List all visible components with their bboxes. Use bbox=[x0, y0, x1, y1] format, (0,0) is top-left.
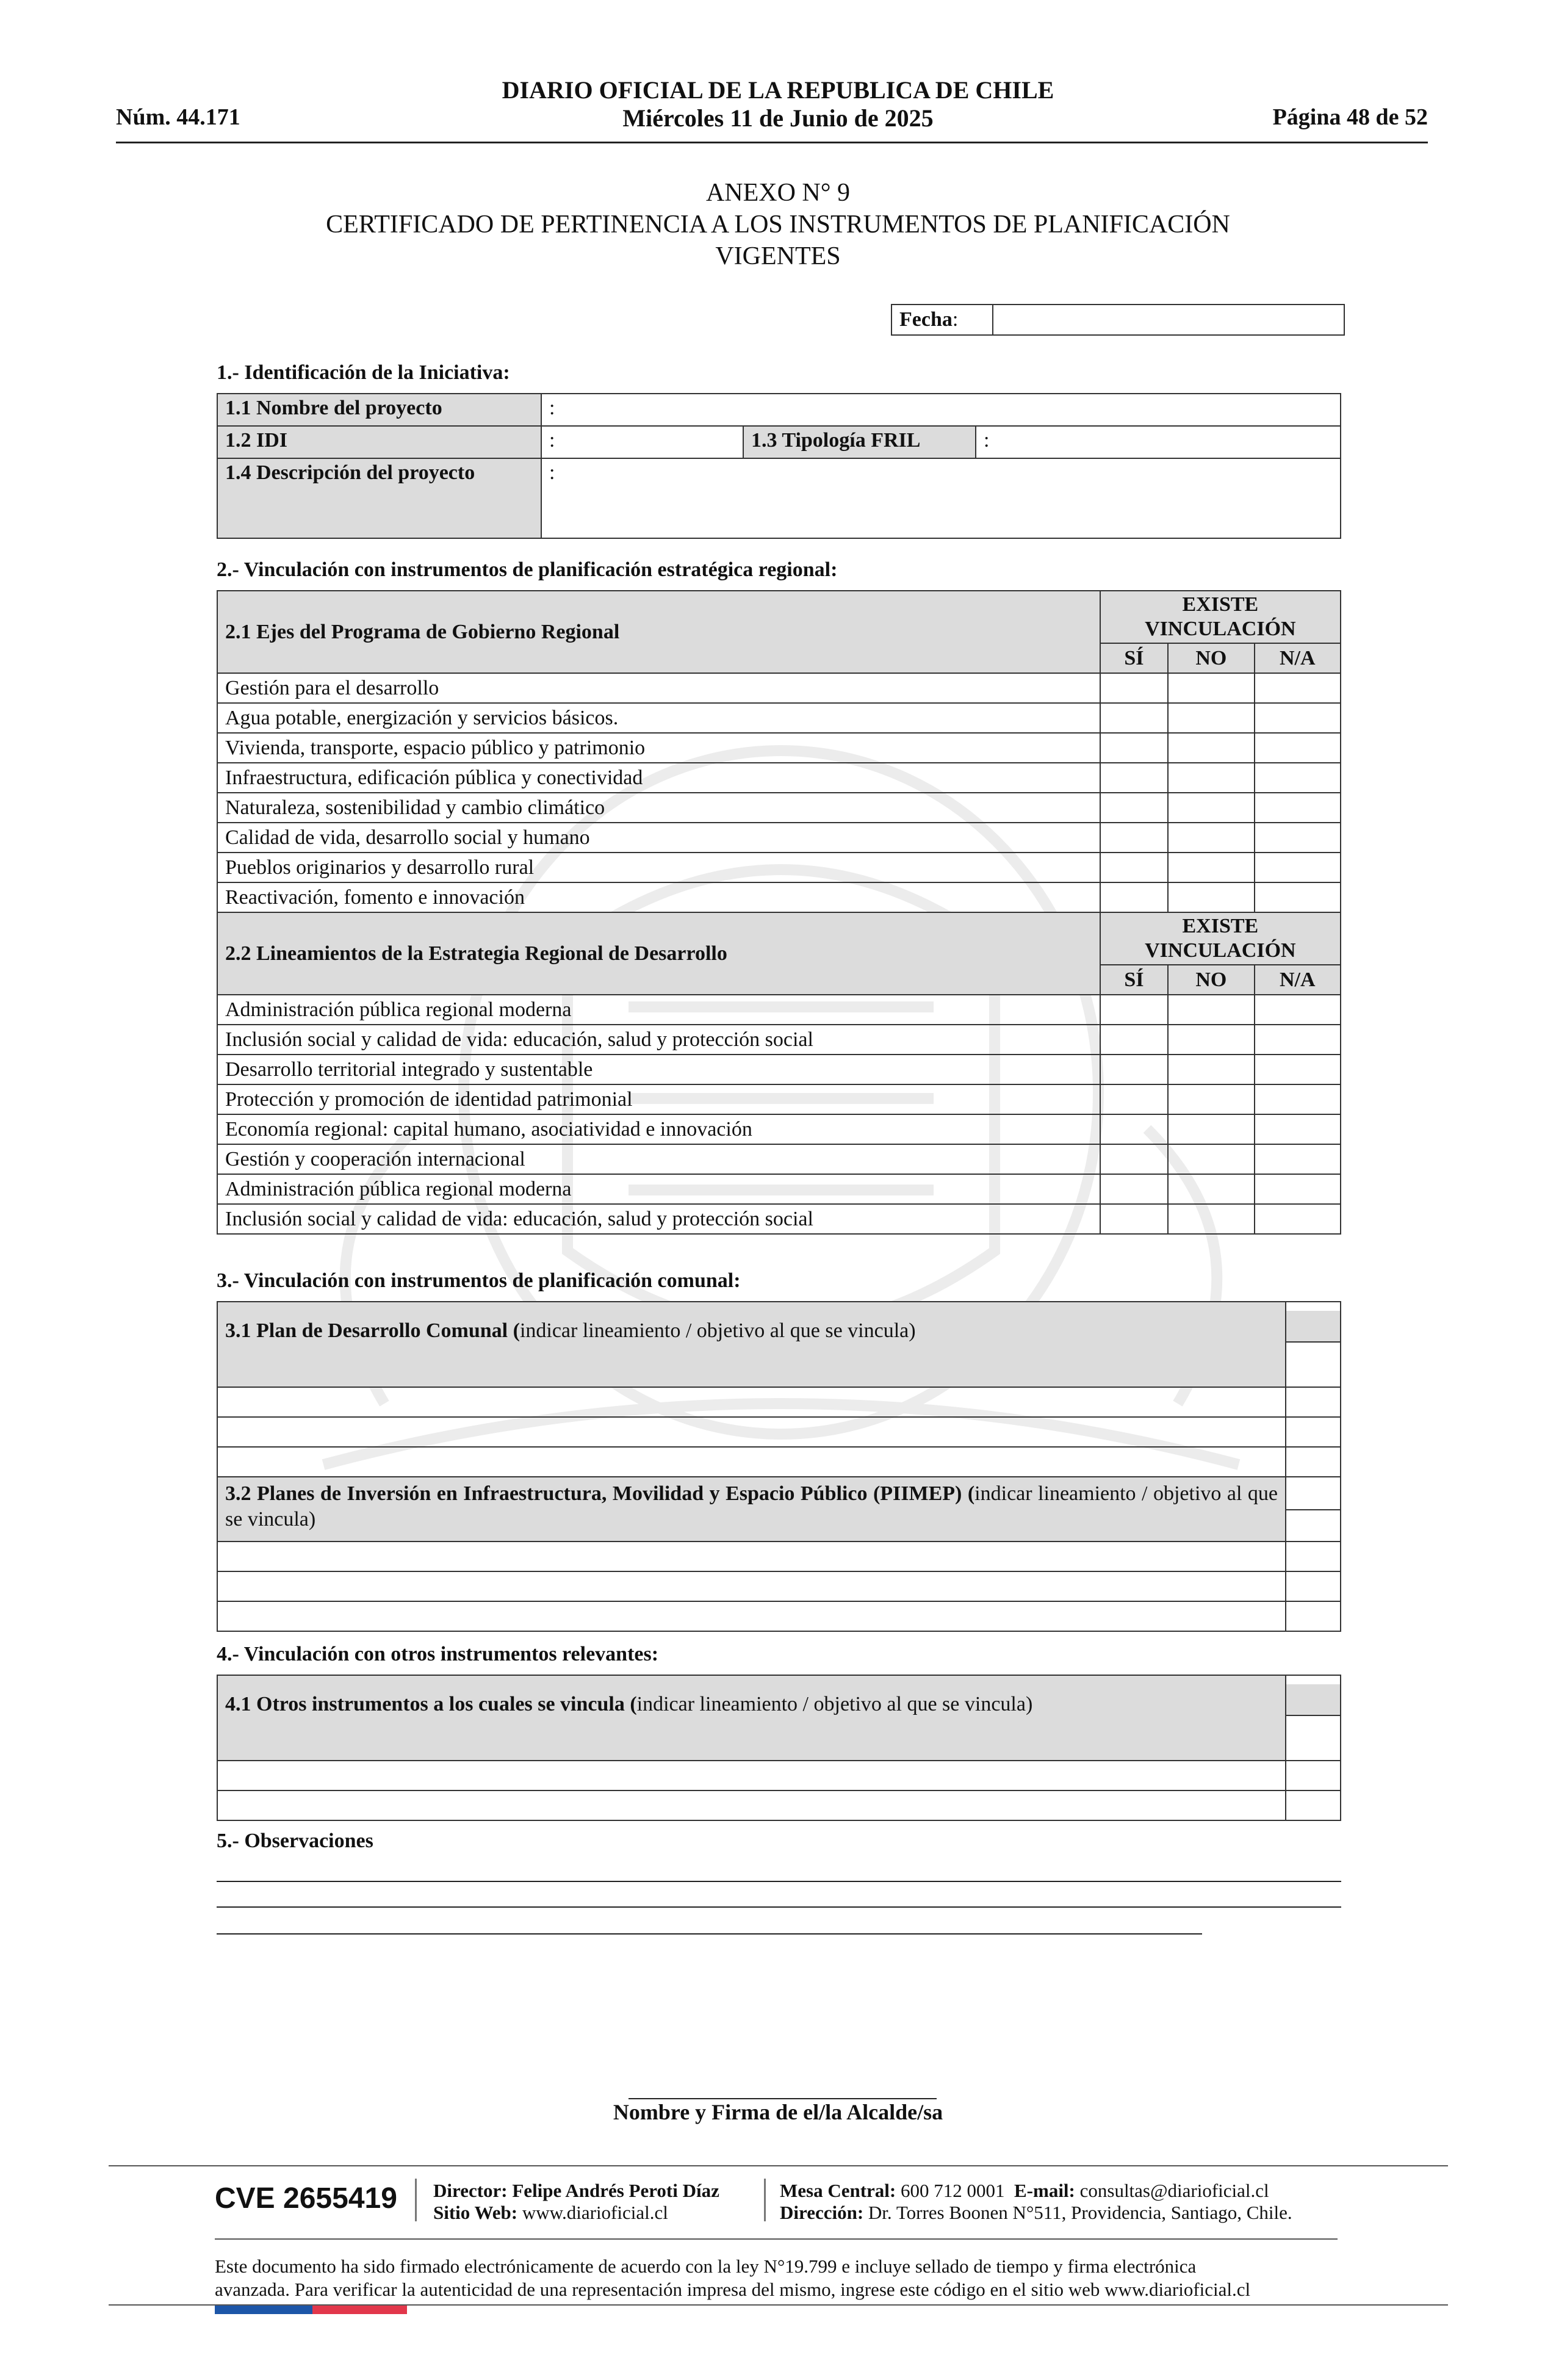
footer-separator-1 bbox=[415, 2179, 417, 2221]
eje-si-checkbox[interactable] bbox=[1100, 763, 1168, 793]
lineamiento-no-checkbox[interactable] bbox=[1168, 1055, 1254, 1084]
eje-row bbox=[217, 733, 1341, 763]
pladeco-mark-header bbox=[1286, 1311, 1340, 1343]
piimep-instructions: indicar lineamiento / objetivo al que se vincula) bbox=[225, 1482, 1278, 1531]
ejes-no-header: NO bbox=[1168, 643, 1254, 673]
pladeco-line-2[interactable] bbox=[217, 1417, 1286, 1447]
pladeco-mark-1[interactable] bbox=[1286, 1387, 1341, 1417]
otros-mark-1[interactable] bbox=[1286, 1761, 1341, 1790]
section3-title: 3.- Vinculación con instrumentos de planificación comunal: bbox=[217, 1269, 741, 1292]
eje-na-checkbox[interactable] bbox=[1255, 793, 1341, 823]
eje-no-checkbox[interactable] bbox=[1168, 733, 1254, 763]
publication-date: Miércoles 11 de Junio de 2025 bbox=[622, 104, 934, 132]
footer-director-block bbox=[433, 2180, 719, 2224]
footer-mid-rule bbox=[215, 2238, 1338, 2240]
nombre-colon: : bbox=[549, 397, 555, 419]
pladeco-line-3[interactable] bbox=[217, 1447, 1286, 1477]
descripcion-input[interactable] bbox=[541, 458, 1341, 538]
piimep-line-3[interactable] bbox=[217, 1601, 1286, 1631]
lineamiento-label: Administración pública regional moderna bbox=[217, 995, 1100, 1025]
eje-na-checkbox[interactable] bbox=[1255, 703, 1341, 733]
identification-table bbox=[217, 393, 1341, 539]
pladeco-instructions: indicar lineamiento / objetivo al que se vincula) bbox=[519, 1319, 916, 1342]
eje-label: Pueblos originarios y desarrollo rural bbox=[217, 853, 1100, 882]
lineamientos-si-header: SÍ bbox=[1100, 965, 1168, 995]
lineamiento-si-checkbox[interactable] bbox=[1100, 1055, 1168, 1084]
lineamiento-no-checkbox[interactable] bbox=[1168, 1084, 1254, 1114]
descripcion-label: 1.4 Descripción del proyecto bbox=[217, 458, 541, 538]
lineamiento-no-checkbox[interactable] bbox=[1168, 1114, 1254, 1144]
fecha-colon: : bbox=[952, 308, 959, 331]
annex-number: ANEXO N° 9 bbox=[705, 179, 851, 207]
lineamientos-header: 2.2 Lineamientos de la Estrategia Regional de Desarrollo bbox=[217, 912, 1100, 995]
eje-label: Naturaleza, sostenibilidad y cambio climático bbox=[217, 793, 1100, 823]
eje-label: Infraestructura, edificación pública y conectividad bbox=[217, 763, 1100, 793]
ejes-si-header: SÍ bbox=[1100, 643, 1168, 673]
eje-na-checkbox[interactable] bbox=[1255, 763, 1341, 793]
eje-si-checkbox[interactable] bbox=[1100, 882, 1168, 912]
eje-si-checkbox[interactable] bbox=[1100, 793, 1168, 823]
piimep-mark-cell bbox=[1286, 1477, 1341, 1542]
web-label: Sitio Web: bbox=[433, 2202, 518, 2223]
other-instruments-table bbox=[217, 1675, 1341, 1821]
lineamiento-si-checkbox[interactable] bbox=[1100, 1084, 1168, 1114]
piimep-header bbox=[217, 1477, 1286, 1542]
lineamiento-si-checkbox[interactable] bbox=[1100, 1204, 1168, 1234]
pladeco-line-1[interactable] bbox=[217, 1387, 1286, 1417]
lineamientos-existe-header bbox=[1100, 912, 1341, 965]
eje-si-checkbox[interactable] bbox=[1100, 703, 1168, 733]
issue-number: Núm. 44.171 bbox=[116, 104, 240, 130]
cve-code: CVE 2655419 bbox=[215, 2182, 397, 2215]
otros-mark-cell bbox=[1286, 1675, 1341, 1761]
nombre-label: 1.1 Nombre del proyecto bbox=[217, 394, 541, 426]
ejes-na-header: N/A bbox=[1255, 643, 1341, 673]
lineamiento-row bbox=[217, 1084, 1341, 1114]
eje-label: Calidad de vida, desarrollo social y humano bbox=[217, 823, 1100, 853]
eje-na-checkbox[interactable] bbox=[1255, 823, 1341, 853]
piimep-mark-1[interactable] bbox=[1286, 1542, 1341, 1571]
ejes-existe-header bbox=[1100, 591, 1341, 643]
eje-row bbox=[217, 703, 1341, 733]
legal-line-1: Este documento ha sido firmado electrónicamente de acuerdo con la ley N°19.799 e incluye sellado de tiempo y firma electrónica bbox=[215, 2256, 1197, 2277]
eje-label: Agua potable, energización y servicios básicos. bbox=[217, 703, 1100, 733]
observaciones-line-2[interactable] bbox=[217, 1906, 1341, 1908]
eje-na-checkbox[interactable] bbox=[1255, 733, 1341, 763]
header-divider bbox=[116, 142, 1428, 143]
existe-line1: EXISTE bbox=[1182, 593, 1259, 616]
direccion-label: Dirección: bbox=[780, 2202, 864, 2223]
otros-mark-input[interactable] bbox=[1286, 1716, 1340, 1751]
lineamiento-si-checkbox[interactable] bbox=[1100, 995, 1168, 1025]
lineamiento-row bbox=[217, 1174, 1341, 1204]
section5-title: 5.- Observaciones bbox=[217, 1830, 373, 1852]
lineamiento-label: Gestión y cooperación internacional bbox=[217, 1144, 1100, 1174]
eje-label: Reactivación, fomento e innovación bbox=[217, 882, 1100, 912]
piimep-title: 3.2 Planes de Inversión en Infraestructura, Movilidad y Espacio Público (PIIMEP) ( bbox=[225, 1482, 975, 1505]
otros-line-2[interactable] bbox=[217, 1790, 1286, 1820]
otros-line-1[interactable] bbox=[217, 1761, 1286, 1790]
piimep-mark-2[interactable] bbox=[1286, 1571, 1341, 1601]
web-link[interactable]: www.diarioficial.cl bbox=[522, 2202, 668, 2223]
otros-mark-header bbox=[1286, 1684, 1340, 1716]
lineamiento-label: Economía regional: capital humano, asociatividad e innovación bbox=[217, 1114, 1100, 1144]
email-link[interactable]: consultas@diarioficial.cl bbox=[1079, 2180, 1269, 2201]
eje-na-checkbox[interactable] bbox=[1255, 882, 1341, 912]
section2-title: 2.- Vinculación con instrumentos de planificación estratégica regional: bbox=[217, 558, 838, 581]
fecha-label: Fecha bbox=[899, 308, 953, 331]
lineamiento-row bbox=[217, 1055, 1341, 1084]
piimep-mark-input[interactable] bbox=[1286, 1510, 1340, 1540]
pladeco-title: 3.1 Plan de Desarrollo Comunal ( bbox=[225, 1319, 520, 1342]
lineamiento-na-checkbox[interactable] bbox=[1255, 1204, 1341, 1234]
lineamiento-row bbox=[217, 995, 1341, 1025]
eje-si-checkbox[interactable] bbox=[1100, 823, 1168, 853]
piimep-line-2[interactable] bbox=[217, 1571, 1286, 1601]
flag-stripe-blue bbox=[215, 2306, 312, 2314]
eje-no-checkbox[interactable] bbox=[1168, 793, 1254, 823]
existe-line1: EXISTE bbox=[1182, 915, 1259, 937]
eje-no-checkbox[interactable] bbox=[1168, 853, 1254, 882]
fecha-box bbox=[891, 304, 1345, 336]
eje-no-checkbox[interactable] bbox=[1168, 882, 1254, 912]
otros-instructions: indicar lineamiento / objetivo al que se vincula) bbox=[636, 1693, 1033, 1715]
fecha-input[interactable] bbox=[993, 305, 1344, 335]
lineamiento-na-checkbox[interactable] bbox=[1255, 1084, 1341, 1114]
tipologia-label: 1.3 Tipología FRIL bbox=[743, 426, 976, 458]
eje-no-checkbox[interactable] bbox=[1168, 763, 1254, 793]
lineamiento-row bbox=[217, 1204, 1341, 1234]
lineamiento-na-checkbox[interactable] bbox=[1255, 1174, 1341, 1204]
pladeco-mark-input[interactable] bbox=[1286, 1343, 1340, 1378]
lineamiento-label: Inclusión social y calidad de vida: educación, salud y protección social bbox=[217, 1025, 1100, 1055]
existe-line2: VINCULACIÓN bbox=[1145, 618, 1296, 640]
pladeco-header bbox=[217, 1302, 1286, 1387]
piimep-mark-3[interactable] bbox=[1286, 1601, 1341, 1631]
director-name: Felipe Andrés Peroti Díaz bbox=[512, 2180, 719, 2201]
signature-label: Nombre y Firma de el/la Alcalde/sa bbox=[613, 2100, 943, 2124]
flag-stripe-red bbox=[312, 2306, 407, 2314]
communal-planning-table bbox=[217, 1301, 1341, 1632]
eje-si-checkbox[interactable] bbox=[1100, 853, 1168, 882]
otros-header bbox=[217, 1675, 1286, 1761]
tipologia-colon: : bbox=[984, 429, 990, 452]
piimep-line-1[interactable] bbox=[217, 1542, 1286, 1571]
eje-si-checkbox[interactable] bbox=[1100, 673, 1168, 703]
eje-no-checkbox[interactable] bbox=[1168, 823, 1254, 853]
annex-title-line1: CERTIFICADO DE PERTINENCIA A LOS INSTRUMENTOS DE PLANIFICACIÓN bbox=[326, 211, 1230, 239]
lineamientos-no-header: NO bbox=[1168, 965, 1254, 995]
lineamientos-na-header: N/A bbox=[1255, 965, 1341, 995]
eje-na-checkbox[interactable] bbox=[1255, 853, 1341, 882]
idi-colon: : bbox=[549, 429, 555, 452]
lineamiento-si-checkbox[interactable] bbox=[1100, 1025, 1168, 1055]
mesa-label: Mesa Central: bbox=[780, 2180, 896, 2201]
lineamiento-row bbox=[217, 1114, 1341, 1144]
nombre-input[interactable] bbox=[541, 394, 1341, 426]
tipologia-input[interactable] bbox=[976, 426, 1341, 458]
piimep-mark-header bbox=[1286, 1479, 1340, 1510]
section4-title: 4.- Vinculación con otros instrumentos relevantes: bbox=[217, 1643, 659, 1665]
eje-row bbox=[217, 882, 1341, 912]
eje-row bbox=[217, 823, 1341, 853]
lineamiento-na-checkbox[interactable] bbox=[1255, 1025, 1341, 1055]
footer-top-rule bbox=[109, 2165, 1448, 2166]
eje-na-checkbox[interactable] bbox=[1255, 673, 1341, 703]
email-label: E-mail: bbox=[1014, 2180, 1075, 2201]
lineamiento-na-checkbox[interactable] bbox=[1255, 1114, 1341, 1144]
publication-title: DIARIO OFICIAL DE LA REPUBLICA DE CHILE bbox=[502, 76, 1054, 104]
footer-separator-2 bbox=[764, 2179, 766, 2221]
eje-row bbox=[217, 853, 1341, 882]
lineamiento-no-checkbox[interactable] bbox=[1168, 1174, 1254, 1204]
eje-row bbox=[217, 793, 1341, 823]
lineamiento-row bbox=[217, 1144, 1341, 1174]
annex-title-line2: VIGENTES bbox=[715, 242, 841, 270]
observaciones-line-1[interactable] bbox=[217, 1881, 1341, 1882]
section1-title: 1.- Identificación de la Iniciativa: bbox=[217, 361, 510, 384]
eje-si-checkbox[interactable] bbox=[1100, 733, 1168, 763]
lineamiento-row bbox=[217, 1025, 1341, 1055]
lineamiento-si-checkbox[interactable] bbox=[1100, 1114, 1168, 1144]
lineamiento-label: Inclusión social y calidad de vida: educación, salud y protección social bbox=[217, 1204, 1100, 1234]
lineamiento-no-checkbox[interactable] bbox=[1168, 1025, 1254, 1055]
existe-line2: VINCULACIÓN bbox=[1145, 939, 1296, 962]
eje-no-checkbox[interactable] bbox=[1168, 673, 1254, 703]
direccion-text: Dr. Torres Boonen N°511, Providencia, Santiago, Chile. bbox=[868, 2202, 1292, 2223]
idi-label: 1.2 IDI bbox=[217, 426, 541, 458]
ejes-header: 2.1 Ejes del Programa de Gobierno Regional bbox=[217, 591, 1100, 673]
annex-title-block bbox=[0, 177, 1556, 272]
pladeco-mark-cell bbox=[1286, 1302, 1341, 1387]
pladeco-mark-3[interactable] bbox=[1286, 1447, 1341, 1477]
director-label: Director: bbox=[433, 2180, 508, 2201]
lineamiento-no-checkbox[interactable] bbox=[1168, 1204, 1254, 1234]
legal-line-2: avanzada. Para verificar la autenticidad de una representación impresa del mismo, ingrese este código en el sitio web www.diarioficial.cl bbox=[215, 2279, 1251, 2300]
fecha-label-cell bbox=[891, 305, 993, 335]
lineamiento-no-checkbox[interactable] bbox=[1168, 995, 1254, 1025]
regional-planning-table bbox=[217, 590, 1341, 1235]
eje-no-checkbox[interactable] bbox=[1168, 703, 1254, 733]
footer-contact-block bbox=[780, 2180, 1292, 2224]
lineamiento-na-checkbox[interactable] bbox=[1255, 1055, 1341, 1084]
lineamiento-label: Desarrollo territorial integrado y sustentable bbox=[217, 1055, 1100, 1084]
lineamiento-si-checkbox[interactable] bbox=[1100, 1144, 1168, 1174]
descripcion-colon: : bbox=[549, 461, 555, 484]
mesa-phone: 600 712 0001 bbox=[901, 2180, 1005, 2201]
lineamiento-na-checkbox[interactable] bbox=[1255, 1144, 1341, 1174]
pladeco-mark-2[interactable] bbox=[1286, 1417, 1341, 1447]
observaciones-line-3[interactable] bbox=[217, 1933, 1202, 1935]
lineamiento-si-checkbox[interactable] bbox=[1100, 1174, 1168, 1204]
eje-row bbox=[217, 763, 1341, 793]
eje-row bbox=[217, 673, 1341, 703]
lineamiento-label: Administración pública regional moderna bbox=[217, 1174, 1100, 1204]
eje-label: Gestión para el desarrollo bbox=[217, 673, 1100, 703]
legal-notice bbox=[215, 2255, 1374, 2301]
idi-input[interactable] bbox=[541, 426, 743, 458]
otros-title: 4.1 Otros instrumentos a los cuales se vincula ( bbox=[225, 1693, 637, 1715]
page-number: Página 48 de 52 bbox=[1272, 104, 1428, 130]
lineamiento-no-checkbox[interactable] bbox=[1168, 1144, 1254, 1174]
lineamiento-na-checkbox[interactable] bbox=[1255, 995, 1341, 1025]
otros-mark-2[interactable] bbox=[1286, 1790, 1341, 1820]
lineamiento-label: Protección y promoción de identidad patrimonial bbox=[217, 1084, 1100, 1114]
eje-label: Vivienda, transporte, espacio público y patrimonio bbox=[217, 733, 1100, 763]
